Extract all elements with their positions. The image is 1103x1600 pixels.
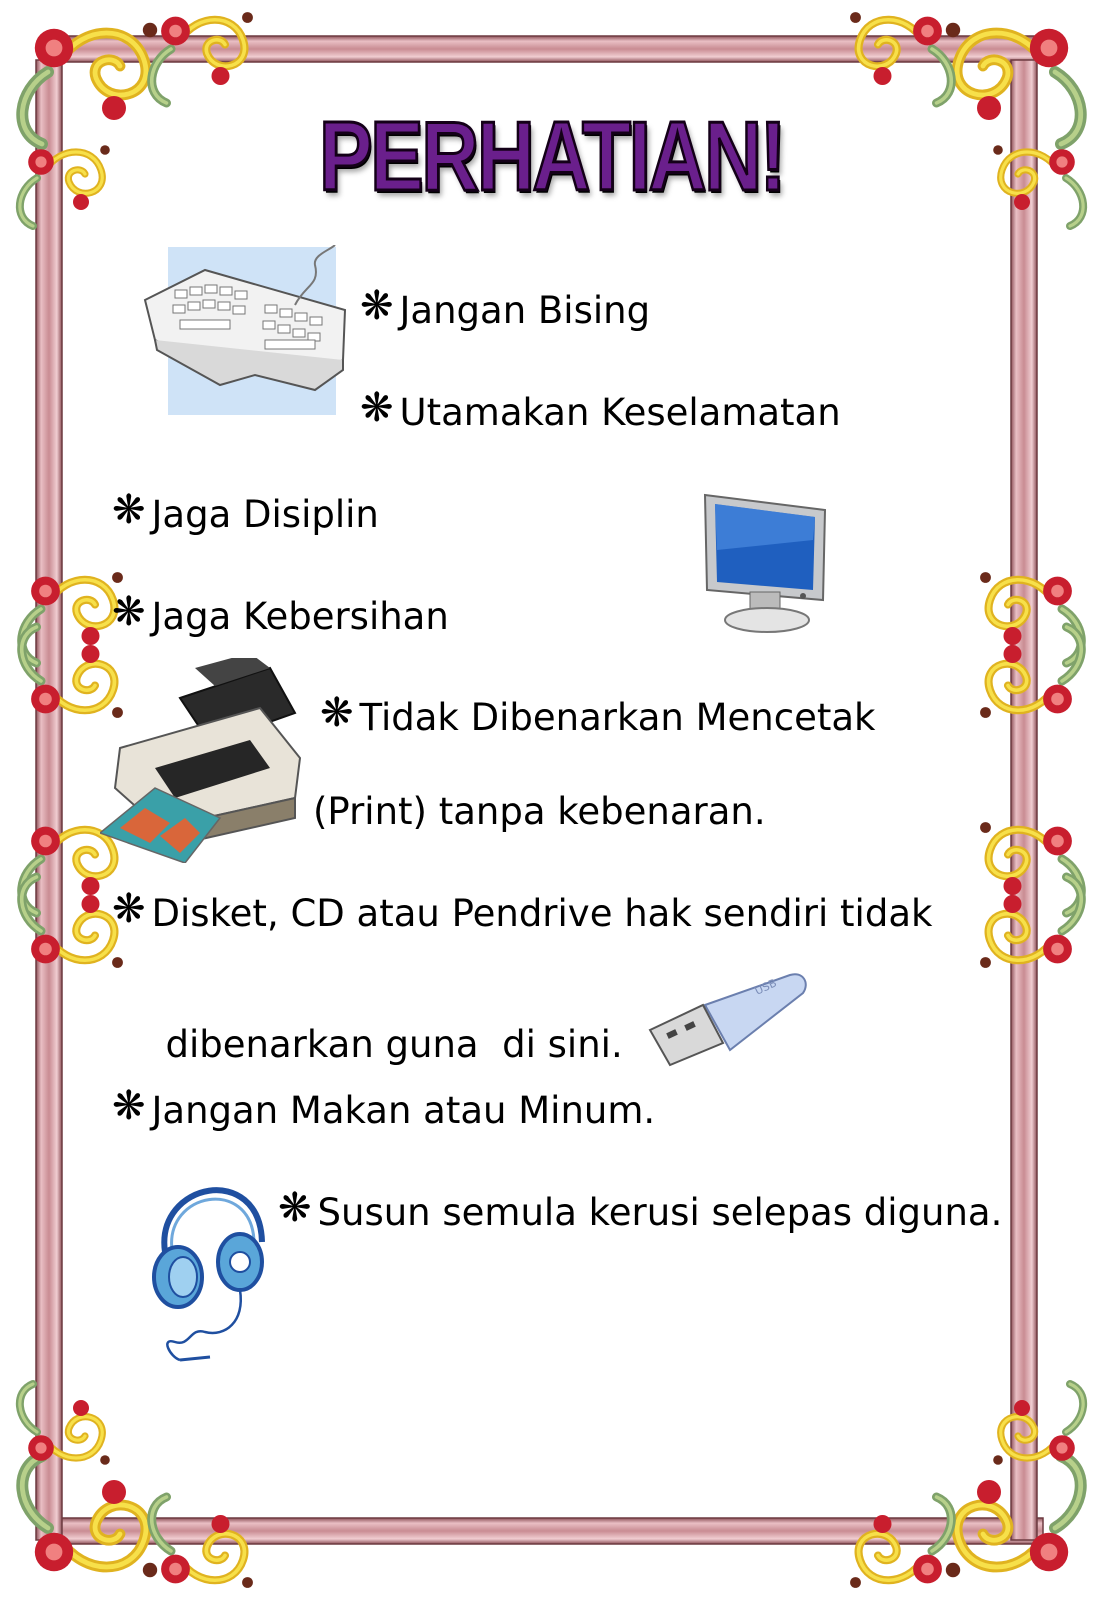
flower-bullet-icon: ❋ (360, 283, 394, 329)
rule-text: Jaga Kebersihan (151, 595, 449, 638)
rule-item (360, 385, 841, 434)
flower-bullet-icon: ❋ (112, 487, 146, 533)
rule-continuation (313, 790, 766, 833)
monitor-icon (695, 490, 835, 640)
flower-bullet-icon: ❋ (278, 1185, 312, 1231)
flower-bullet-icon: ❋ (112, 886, 146, 932)
rule-text: Jangan Bising (399, 289, 651, 332)
flower-bullet-icon: ❋ (320, 690, 354, 736)
rule-text: Jangan Makan atau Minum. (151, 1089, 656, 1132)
rule-text: Jaga Disiplin (151, 493, 379, 536)
flower-bullet-icon: ❋ (112, 1083, 146, 1129)
rule-text: Disket, CD atau Pendrive hak sendiri tidak (151, 892, 933, 935)
rule-item (112, 487, 379, 536)
svg-text:USB: USB (752, 976, 779, 998)
flower-bullet-icon: ❋ (112, 589, 146, 635)
headphones-icon (150, 1162, 275, 1372)
rule-text: dibenarkan guna di sini. (165, 1023, 623, 1066)
printer-icon (100, 658, 310, 863)
rule-item (278, 1185, 1003, 1234)
rule-item (112, 886, 933, 935)
rule-text: (Print) tanpa kebenaran. (313, 790, 766, 833)
flower-bullet-icon: ❋ (360, 385, 394, 431)
rule-item (320, 690, 876, 739)
keyboard-icon (135, 245, 350, 420)
rule-continuation (142, 989, 623, 1066)
rule-item (112, 589, 449, 638)
rule-item (360, 283, 651, 332)
rule-text: Susun semula kerusi selepas diguna. (317, 1191, 1003, 1234)
rule-text: Tidak Dibenarkan Mencetak (359, 696, 876, 739)
page-title: PERHATIAN! (319, 101, 784, 211)
rule-text: Utamakan Keselamatan (399, 391, 841, 434)
rule-item (112, 1083, 656, 1132)
usb-drive-icon (645, 965, 810, 1070)
